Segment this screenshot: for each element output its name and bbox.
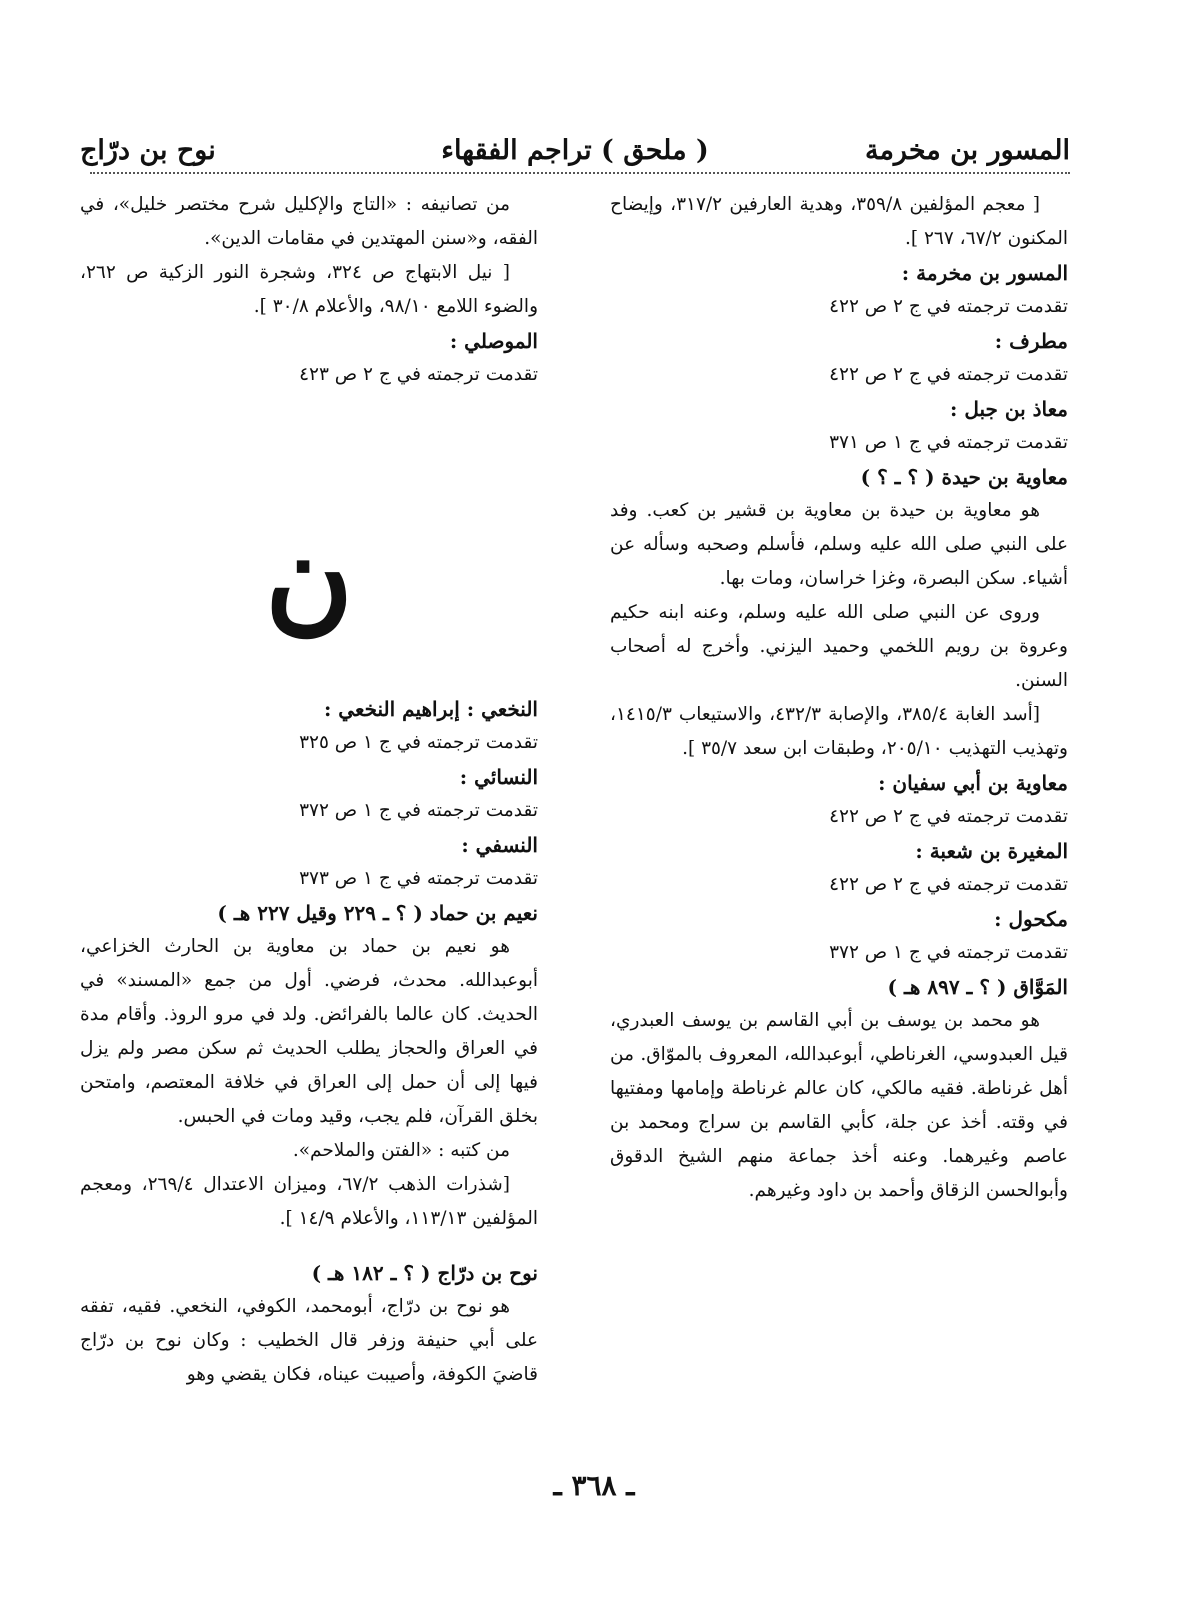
entry-heading: نوح بن درّاج ( ؟ ـ ١٨٢ هـ ) (311, 1261, 538, 1285)
cross-reference: تقدمت ترجمته في ج ٢ ص ٤٢٢ (829, 874, 1068, 895)
entry-references: [أسد الغابة ٣٨٥/٤، والإصابة ٤٣٢/٣، والاستيعاب ١٤١٥/٣، وتهذيب التهذيب ٢٠٥/١٠، وطبقات ابن سعد ٣٥/٧ ]. (610, 704, 1068, 759)
cross-reference: تقدمت ترجمته في ج ١ ص ٣٧١ (829, 432, 1068, 453)
entry-heading: معاوية بن حيدة ( ؟ ـ ؟ ) (860, 465, 1068, 489)
entry-references: [شذرات الذهب ٦٧/٢، وميزان الاعتدال ٢٦٩/٤، ومعجم المؤلفين ١١٣/١٣، والأعلام ١٤/٩ ]. (80, 1174, 538, 1229)
cross-reference: تقدمت ترجمته في ج ١ ص ٣٧٢ (829, 942, 1068, 963)
entry-paragraph: هو محمد بن يوسف بن أبي القاسم بن يوسف العبدري، قيل العبدوسي، الغرناطي، أبوعبدالله، المعروف بالموّاق. من أهل غرناطة. فقيه مالكي، كان عالم غرناطة وإمامها ومفتيها في وقته. أخذ عن جلة، كأبي القاسم بن سراج ومحمد بن عاصم وغيرهما. وعنه أخذ جماعة منهم الشيخ الدقوق وأبوالحسن الزقاق وأحمد بن داود وغيرهم. (610, 1010, 1068, 1201)
left-column (80, 188, 538, 1392)
header-center-title: ( ملحق ) تراجم الفقهاء (441, 135, 709, 166)
entry-heading: المسور بن مخرمة : (901, 261, 1068, 285)
spacer (80, 1236, 538, 1256)
entry-references: [ معجم المؤلفين ٣٥٩/٨، وهدية العارفين ٣١٧/٢، وإيضاح المكنون ٦٧/٢، ٢٦٧ ]. (610, 194, 1068, 249)
cross-reference: تقدمت ترجمته في ج ١ ص ٣٧٣ (299, 868, 538, 889)
section-letter: ن (264, 506, 354, 647)
entry-paragraph: وروى عن النبي صلى الله عليه وسلم، وعنه ابنه حكيم وعروة بن رويم اللخمي وحميد اليزني. وأخرج له أصحاب السنن. (610, 602, 1068, 691)
running-header (80, 122, 1070, 166)
right-column (610, 188, 1068, 1208)
entry-paragraph: من تصانيفه : «التاج والإكليل شرح مختصر خليل»، في الفقه، و«سنن المهتدين في مقامات الدين». (80, 194, 538, 249)
entry-heading: معاوية بن أبي سفيان : (878, 771, 1068, 795)
entry-heading: الموصلي : (449, 329, 538, 353)
page-number: ـ ٣٦٨ ـ (553, 1469, 635, 1502)
entry-heading: معاذ بن جبل : (950, 397, 1068, 421)
entry-paragraph: من كتبه : «الفتن والملاحم». (292, 1140, 510, 1161)
entry-heading: النسفي : (461, 833, 538, 857)
cross-reference: تقدمت ترجمته في ج ١ ص ٣٢٥ (299, 732, 538, 753)
entry-heading: النخعي : إبراهيم النخعي : (323, 697, 538, 721)
header-right-title: المسور بن مخرمة (864, 135, 1070, 166)
header-left-title: نوح بن درّاج (80, 135, 216, 166)
cross-reference: تقدمت ترجمته في ج ١ ص ٣٧٢ (299, 800, 538, 821)
entry-heading: المغيرة بن شعبة : (915, 839, 1068, 863)
entry-references: [ نيل الابتهاج ص ٣٢٤، وشجرة النور الزكية ص ٢٦٢، والضوء اللامع ٩٨/١٠، والأعلام ٣٠/٨ ]. (80, 262, 538, 317)
entry-paragraph: هو معاوية بن حيدة بن معاوية بن قشير بن كعب. وفد على النبي صلى الله عليه وسلم، فأسلم وصحبه وسأله عن أشياء. سكن البصرة، وغزا خراسان، ومات بها. (610, 500, 1068, 589)
entry-heading: المَوَّاق ( ؟ ـ ٨٩٧ هـ ) (887, 975, 1068, 999)
entry-heading: نعيم بن حماد ( ؟ ـ ٢٢٩ وقيل ٢٢٧ هـ ) (217, 901, 538, 925)
cross-reference: تقدمت ترجمته في ج ٢ ص ٤٢٢ (829, 296, 1068, 317)
cross-reference: تقدمت ترجمته في ج ٢ ص ٤٢٢ (829, 806, 1068, 827)
entry-heading: مكحول : (994, 907, 1068, 931)
entry-paragraph: هو نعيم بن حماد بن معاوية بن الحارث الخزاعي، أبوعبدالله. محدث، فرضي. أول من جمع «المسند» في الحديث. كان عالما بالفرائض. ولد في مرو الروذ. وأقام مدة في العراق والحجاز يطلب الحديث ثم سكن مصر ولم يزل فيها إلى أن حمل إلى العراق في خلافة المعتصم، وامتحن بخلق القرآن، فلم يجب، وقيد ومات في الحبس. (80, 936, 538, 1127)
entry-heading: النسائي : (459, 765, 538, 789)
cross-reference: تقدمت ترجمته في ج ٢ ص ٤٢٢ (829, 364, 1068, 385)
header-divider (90, 172, 1070, 174)
entry-paragraph: هو نوح بن درّاج، أبومحمد، الكوفي، النخعي. فقيه، تفقه على أبي حنيفة وزفر قال الخطيب : وكان نوح بن درّاج قاضيَ الكوفة، وأصيبت عيناه، فكان يقضي وهو (80, 1296, 538, 1385)
entry-heading: مطرف : (994, 329, 1068, 353)
cross-reference: تقدمت ترجمته في ج ٢ ص ٤٢٣ (299, 364, 538, 385)
